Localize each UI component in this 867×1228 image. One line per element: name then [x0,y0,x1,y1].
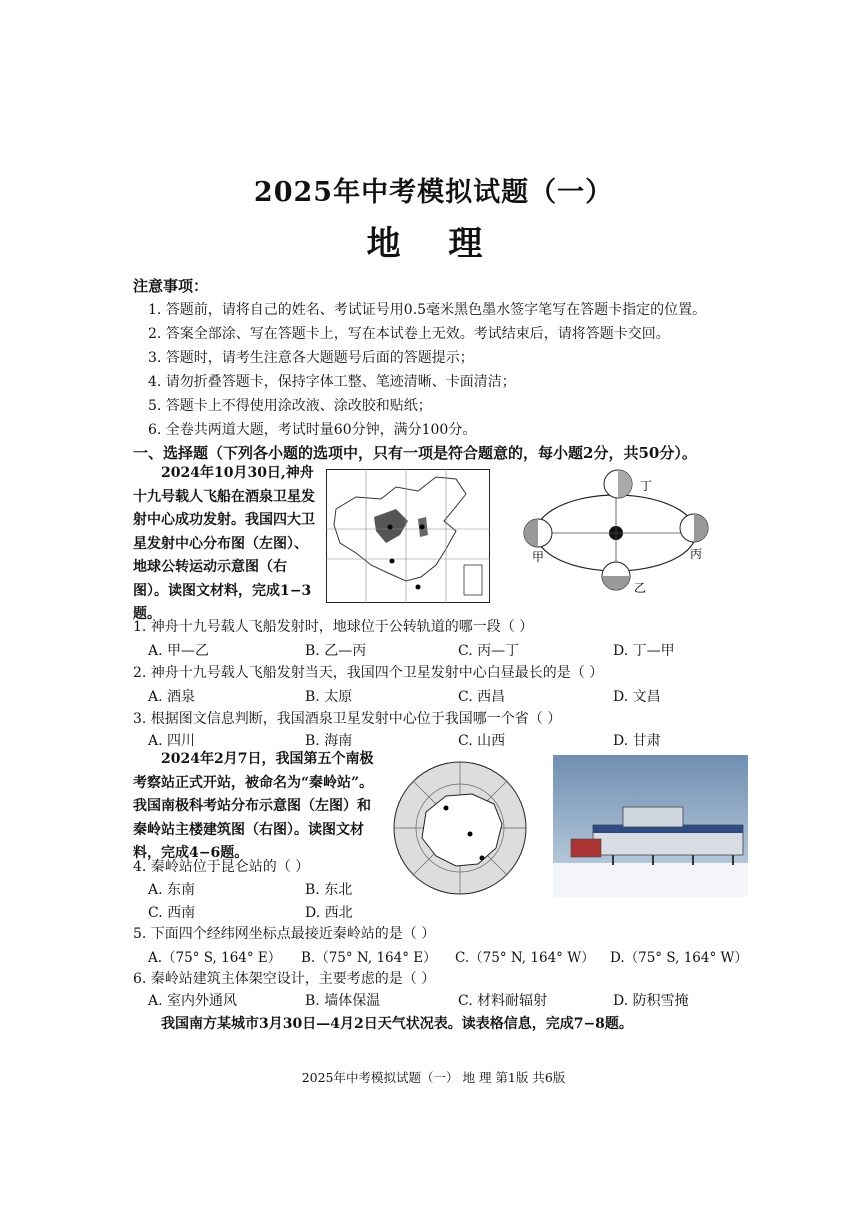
station-marker [480,856,485,861]
q5-option-a[interactable]: A.（75° S, 164° E） [148,950,282,966]
label-yi: 乙 [634,581,647,595]
qinling-station-photo [553,755,748,897]
label-bing: 丙 [690,547,703,561]
q1-option-c[interactable]: C. 丙—丁 [458,643,520,659]
station-marker [468,832,473,837]
q6-option-a[interactable]: A. 室内外通风 [148,993,238,1009]
section-heading: 一、选择题（下列各小题的选项中，只有一项是符合题意的，每小题2分，共50分）。 [133,444,697,462]
q4-option-d[interactable]: D. 西北 [305,905,353,921]
label-ding: 丁 [640,479,653,493]
q4-option-b[interactable]: B. 东北 [305,882,353,898]
notice-item: 2. 答案全部涂、写在答题卡上，写在本试卷上无效。考试结束后，请将答题卡交回。 [148,326,670,342]
station-marker [444,806,449,811]
material-intro-1: 2024年10月30日,神舟十九号载人飞船在酒泉卫星发射中心成功发射。我国四大卫星发射中心分布图（左图）、地球公转运动示意图（右图）。读图文材料，完成1−3题。 [133,465,315,622]
china-launch-sites-map [326,469,490,603]
q1-option-d[interactable]: D. 丁—甲 [613,643,675,659]
earth-icon [524,519,552,547]
material-intro-3: 我国南方某城市3月30日—4月2日天气状况表。读表格信息，完成7−8题。 [161,1016,633,1032]
q2-option-a[interactable]: A. 酒泉 [148,689,196,705]
q1-option-b[interactable]: B. 乙—丙 [305,643,367,659]
q3-option-d[interactable]: D. 甘肃 [613,733,661,749]
earth-revolution-diagram [516,466,716,596]
q5-option-c[interactable]: C.（75° N, 164° W） [455,950,595,966]
q5-option-b[interactable]: B.（75° N, 164° E） [301,950,437,966]
subject-title: 地 理 [366,224,501,264]
q6-option-b[interactable]: B. 墙体保温 [305,993,381,1009]
notice-item: 1. 答题前，请将自己的姓名、考试证号用0.5毫米黑色墨水签字笔写在答题卡指定的位置。 [148,302,707,318]
q3-option-c[interactable]: C. 山西 [458,733,506,749]
notice-item: 3. 答题时，请考生注意各大题题号后面的答题提示； [148,350,474,366]
q6-option-c[interactable]: C. 材料耐辐射 [458,993,548,1009]
earth-icon [680,514,708,542]
q4-option-c[interactable]: C. 西南 [148,905,196,921]
q1-option-a[interactable]: A. 甲—乙 [148,643,210,659]
q2-option-c[interactable]: C. 西昌 [458,689,506,705]
notice-item: 4. 请勿折叠答题卡，保持字体工整、笔迹清晰、卡面清洁； [148,374,516,390]
q3-option-a[interactable]: A. 四川 [148,733,196,749]
question-1: 1. 神舟十九号载人飞船发射时，地球位于公转轨道的哪一段（ ） [133,619,534,635]
material-intro-2: 2024年2月7日，我国第五个南极考察站正式开站，被命名为“秦岭站”。我国南极科考站分布示意图（左图）和秦岭站主楼建筑图（右图）。读图文材料，完成4−6题。 [133,751,374,861]
q5-option-d[interactable]: D.（75° S, 164° W） [610,950,748,966]
earth-icon [602,562,630,590]
q2-option-d[interactable]: D. 文昌 [613,689,661,705]
notice-heading: 注意事项： [133,277,209,295]
q2-option-b[interactable]: B. 太原 [305,689,353,705]
question-3: 3. 根据图文信息判断，我国酒泉卫星发射中心位于我国哪一个省（ ） [133,711,562,727]
page-footer: 2025年中考模拟试题（一） 地 理 第1版 共6版 [301,1070,566,1085]
notice-list [148,298,706,442]
question-5: 5. 下面四个经纬网坐标点最接近秦岭站的是（ ） [133,926,436,942]
question-2: 2. 神舟十九号载人飞船发射当天，我国四个卫星发射中心白昼最长的是（ ） [133,665,604,681]
exam-title: 2025年中考模拟试题（一） [253,177,614,208]
label-jia: 甲 [532,550,545,564]
notice-item: 6. 全卷共两道大题，考试时量60分钟，满分100分。 [148,422,477,438]
q6-option-d[interactable]: D. 防积雪掩 [613,993,689,1009]
q3-option-b[interactable]: B. 海南 [305,733,353,749]
question-4: 4. 秦岭站位于昆仑站的（ ） [133,859,310,875]
notice-item: 5. 答题卡上不得使用涂改液、涂改胶和贴纸； [148,398,432,414]
q4-option-a[interactable]: A. 东南 [148,882,196,898]
question-6: 6. 秦岭站建筑主体架空设计，主要考虑的是（ ） [133,971,436,987]
antarctic-stations-map [386,752,534,898]
earth-icon [604,470,632,498]
